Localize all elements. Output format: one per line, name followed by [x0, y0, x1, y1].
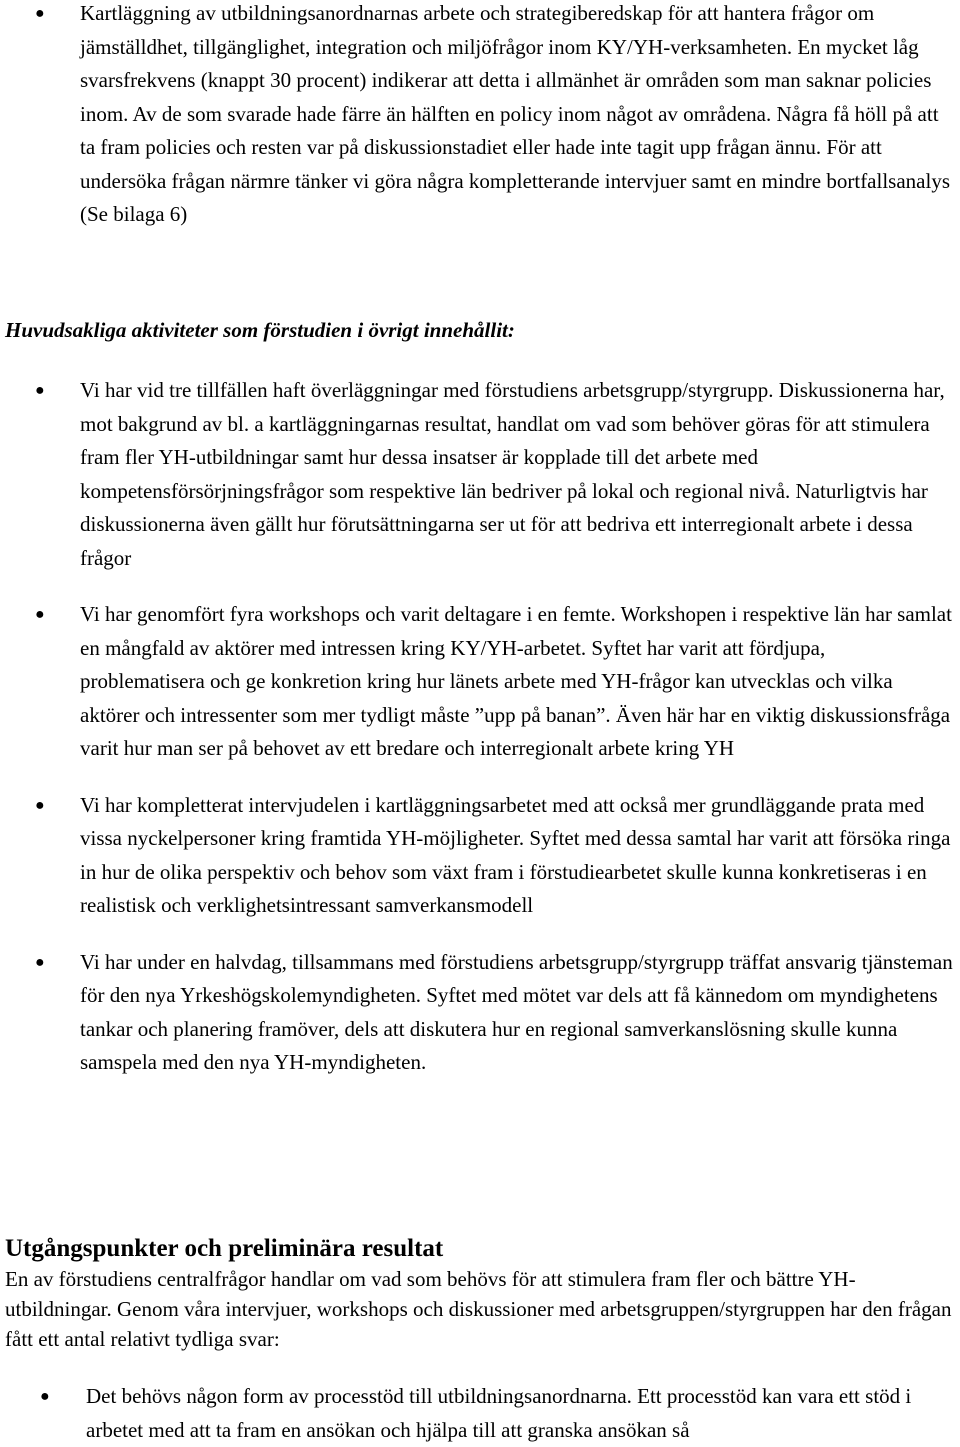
bullet-icon: ●: [35, 5, 45, 22]
results-list: [0, 1380, 960, 1447]
list-item: [0, 946, 960, 1080]
list-item-text: Vi har vid tre tillfällen haft överläggningar med förstudiens arbetsgrupp/styrgrupp. Diskussionerna har, mot bakgrund av bl. a kartläggningarnas resultat, handlat om vad som behöver göras för att stimulera fram fler YH-utbildningar samt hur dessa insatser är kopplade till det arbete med kompetensförsörjningsfrågor som respektive län bedriver på lokal och regional nivå. Naturligtvis har diskussionerna även gällt hur förutsättningarna ser ut för att bedriva ett interregionalt arbete i dessa frågor: [80, 378, 945, 570]
list-item-text: Vi har under en halvdag, tillsammans med förstudiens arbetsgrupp/styrgrupp träffat ansvarig tjänsteman för den nya Yrkeshögskolemyndigheten. Syftet med mötet var dels att få kännedom om myndighetens tankar och planering framöver, dels att diskutera hur en regional samverkanslösning skulle kunna samspela med den nya YH-myndigheten.: [80, 949, 953, 1074]
top-bullet-list: [0, 0, 960, 232]
top-list: [0, 0, 960, 232]
list-item-text: Vi har kompletterat intervjudelen i kartläggningsarbetet med att också mer grundläggande prata med vissa nyckelpersoner kring framtida YH-möjligheter. Syftet med dessa samtal har varit att försöka ringa in hur de olika perspektiv och behov som växt fram i förstudiearbetet skulle kunna konkretiseras i en realistisk och verklighetsintressant samverkansmodell: [80, 792, 951, 917]
list-item: [0, 0, 960, 232]
list-item: [0, 1380, 960, 1447]
list-item: [0, 598, 960, 766]
bullet-icon: ●: [35, 382, 45, 399]
bullet-icon: ●: [35, 796, 45, 814]
activities-bullet-list: [0, 374, 960, 1080]
list-item: [0, 789, 960, 923]
results-intro-paragraph: En av förstudiens centralfrågor handlar om vad som behövs för att stimulera fram fler och bättre YH-utbildningar. Genom våra intervjuer, workshops och diskussioner med arbetsgruppen/styrgruppen har den frågan fått ett antal relativt tydliga svar:: [5, 1267, 952, 1351]
list-item-text: Det behövs någon form av processtöd till utbildningsanordnarna. Ett processtöd kan vara ett stöd i arbetet med att ta fram en ansökan och hjälpa till att granska ansökan så: [86, 1384, 912, 1442]
list-item-text: Kartläggning av utbildningsanordnarnas arbete och strategiberedskap för att hantera frågor om jämställdhet, tillgänglighet, integration och miljöfrågor inom KY/YH-verksamheten. En mycket låg svarsfrekvens (knappt 30 procent) indikerar att detta i allmänhet är områden som man saknar policies inom. Av de som svarade hade färre än hälften en policy inom något av områdena. Några få höll på att ta fram policies och resten var på diskussionstadiet eller hade inte tagit upp frågan ännu. För att undersöka frågan närmre tänker vi göra några kompletterande intervjuer samt en mindre bortfallsanalys (Se bilaga 6): [80, 1, 950, 226]
results-heading: Utgångspunkter och preliminära resultat: [5, 1235, 444, 1262]
results-bullet-list: [0, 1380, 960, 1447]
activities-heading: Huvudsakliga aktiviteter som förstudien i övrigt innehållit:: [5, 318, 515, 342]
bullet-icon: ●: [35, 953, 45, 971]
list-item: [0, 374, 960, 575]
bullet-icon: ●: [40, 1388, 50, 1405]
activities-list: [0, 374, 960, 1080]
bullet-icon: ●: [35, 606, 45, 623]
list-item-text: Vi har genomfört fyra workshops och varit deltagare i en femte. Workshopen i respektive län har samlat en mångfald av aktörer med intressen kring KY/YH-arbetet. Syftet har varit att fördjupa, problematisera och ge konkretion kring hur länets arbete med YH-frågor kan utvecklas och vilka aktörer och intressenter som mer tydligt måste ”upp på banan”. Även här har en viktig diskussionsfråga varit hur man ser på behovet av ett bredare och interregionalt arbete kring YH: [80, 602, 952, 760]
